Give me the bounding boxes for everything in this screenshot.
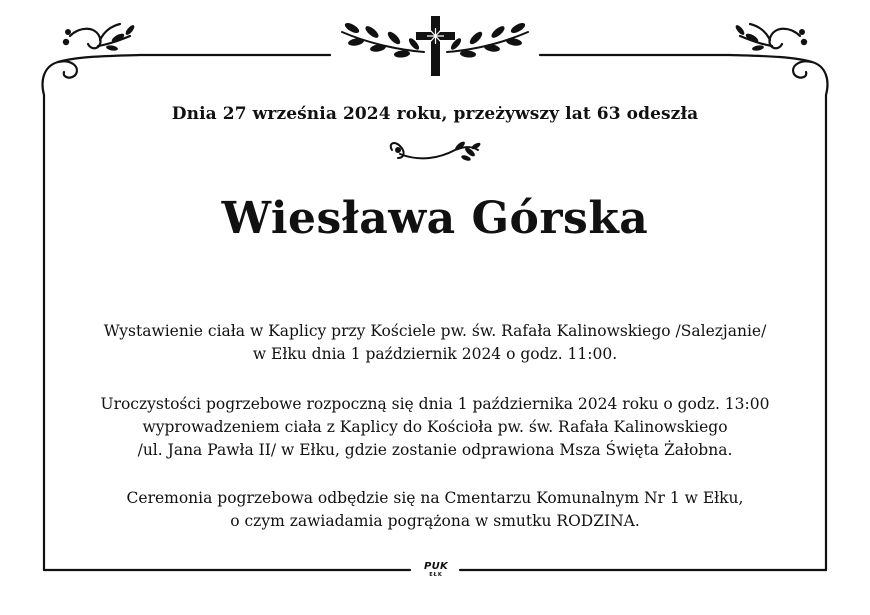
logo-main-text: PUK xyxy=(423,561,449,572)
obituary-notice xyxy=(44,0,826,615)
notice-intro: Dnia 27 września 2024 roku, przeżywszy lat 63 odeszła xyxy=(171,104,699,124)
logo-sub-text: EŁK xyxy=(429,572,443,578)
paragraph-line: Uroczystości pogrzebowe rozpoczną się dnia 1 października 2024 roku o godz. 13:00 xyxy=(100,395,770,413)
paragraph-line: w Ełku dnia 1 październik 2024 o godz. 11:00. xyxy=(252,345,618,363)
burial-paragraph xyxy=(44,487,826,533)
paragraph-line: Wystawienie ciała w Kaplicy przy Kościele pw. św. Rafała Kalinowskiego /Salezjanie/ xyxy=(103,322,767,340)
puk-logo xyxy=(421,562,451,584)
viewing-paragraph xyxy=(44,320,826,366)
paragraph-line: /ul. Jana Pawła II/ w Ełku, gdzie zostanie odprawiona Msza Święta Żałobna. xyxy=(137,441,733,459)
paragraph-line: o czym zawiadamia pogrążona w smutku RODZINA. xyxy=(230,512,640,530)
paragraph-line: wyprowadzeniem ciała z Kaplicy do Kościoła pw. św. Rafała Kalinowskiego xyxy=(142,418,728,436)
funeral-service-paragraph xyxy=(44,393,826,462)
paragraph-line: Ceremonia pogrzebowa odbędzie się na Cmentarzu Komunalnym Nr 1 w Ełku, xyxy=(126,489,744,507)
deceased-name: Wiesława Górska xyxy=(221,193,649,244)
